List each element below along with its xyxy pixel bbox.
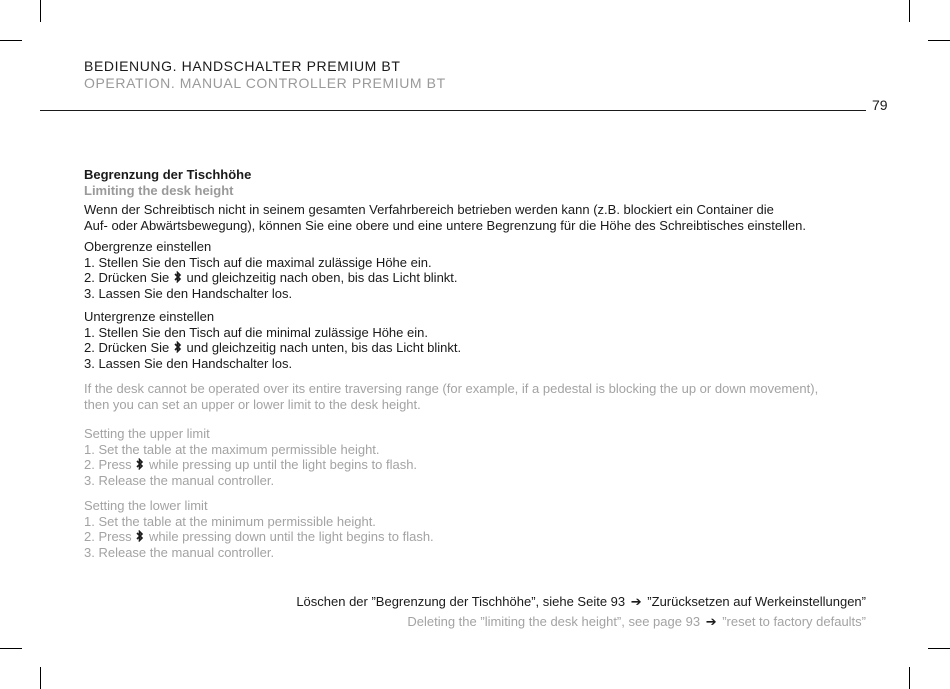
step-text: und gleichzeitig nach oben, bis das Licht blinkt. (186, 270, 458, 285)
arrow-right-icon: ➔ (705, 614, 717, 629)
lower-limit-heading-de: Untergrenze einstellen (84, 309, 215, 324)
step-text: und gleichzeitig nach unten, bis das Licht blinkt. (186, 340, 462, 355)
step-2 (84, 270, 874, 286)
upper-limit-heading-en: Setting the upper limit (84, 426, 210, 441)
crop-mark (909, 0, 910, 22)
footer-text: Löschen der ”Begrenzung der Tischhöhe”, siehe Seite 93 (296, 594, 626, 609)
lower-limit-en (84, 498, 874, 560)
bluetooth-icon (136, 530, 144, 542)
step-2 (84, 340, 874, 356)
crop-mark (928, 648, 950, 649)
crop-mark (0, 40, 22, 41)
bluetooth-icon (136, 458, 144, 470)
header-title-en: OPERATION. MANUAL CONTROLLER PREMIUM BT (84, 75, 446, 91)
crop-mark (40, 0, 41, 22)
step-text: while pressing up until the light begins to flash. (148, 457, 418, 472)
header-title-de: BEDIENUNG. HANDSCHALTER PREMIUM BT (84, 58, 401, 74)
step-text: while pressing down until the light begins to flash. (148, 529, 434, 544)
step-2 (84, 529, 874, 545)
step-1: 1. Set the table at the maximum permissible height. (84, 441, 380, 457)
step-3: 3. Lassen Sie den Handschalter los. (84, 285, 293, 301)
intro-en-line: then you can set an upper or lower limit to the desk height. (84, 396, 421, 412)
upper-limit-heading-de: Obergrenze einstellen (84, 239, 212, 254)
page-number: 79 (872, 97, 888, 113)
step-text: 2. Press (84, 529, 132, 544)
step-1: 1. Set the table at the minimum permissible height. (84, 513, 376, 529)
arrow-right-icon: ➔ (630, 594, 642, 609)
lower-limit-de (84, 309, 874, 371)
step-2 (84, 457, 874, 473)
section-title-en: Limiting the desk height (84, 182, 234, 198)
step-text: 2. Drücken Sie (84, 340, 170, 355)
crop-mark (909, 667, 910, 689)
step-3: 3. Lassen Sie den Handschalter los. (84, 355, 293, 371)
footer-reference-de (296, 594, 866, 610)
upper-limit-en (84, 426, 874, 488)
crop-mark (928, 40, 950, 41)
crop-mark (0, 648, 22, 649)
intro-en-line: If the desk cannot be operated over its entire traversing range (for example, if a pedestal is blocking the up or down movement), (84, 381, 819, 396)
step-text: 2. Drücken Sie (84, 270, 170, 285)
main-content (84, 167, 874, 560)
step-3: 3. Release the manual controller. (84, 544, 275, 560)
footer-reference-en (407, 614, 866, 630)
step-1: 1. Stellen Sie den Tisch auf die maximal zulässige Höhe ein. (84, 254, 432, 270)
upper-limit-de (84, 239, 874, 301)
intro-en (84, 381, 874, 412)
bluetooth-icon (174, 271, 182, 283)
intro-de (84, 202, 874, 233)
section-title-de: Begrenzung der Tischhöhe (84, 167, 252, 182)
footer-text: Deleting the ”limiting the desk height”, see page 93 (407, 614, 701, 629)
step-text: 2. Press (84, 457, 132, 472)
header-divider (40, 110, 866, 111)
footer-link: ”reset to factory defaults” (722, 614, 866, 629)
crop-mark (40, 667, 41, 689)
lower-limit-heading-en: Setting the lower limit (84, 498, 208, 513)
step-3: 3. Release the manual controller. (84, 472, 275, 488)
intro-de-line: Auf- oder Abwärtsbewegung), können Sie eine obere und eine untere Begrenzung für die Höhe des Schreibtisches einstellen. (84, 217, 806, 233)
footer-link: ”Zurücksetzen auf Werkeinstellungen” (647, 594, 866, 609)
bluetooth-icon (174, 341, 182, 353)
step-1: 1. Stellen Sie den Tisch auf die minimal zulässige Höhe ein. (84, 324, 428, 340)
intro-de-line: Wenn der Schreibtisch nicht in seinem gesamten Verfahrbereich betrieben werden kann (z.B. blockiert ein Container die (84, 202, 774, 217)
